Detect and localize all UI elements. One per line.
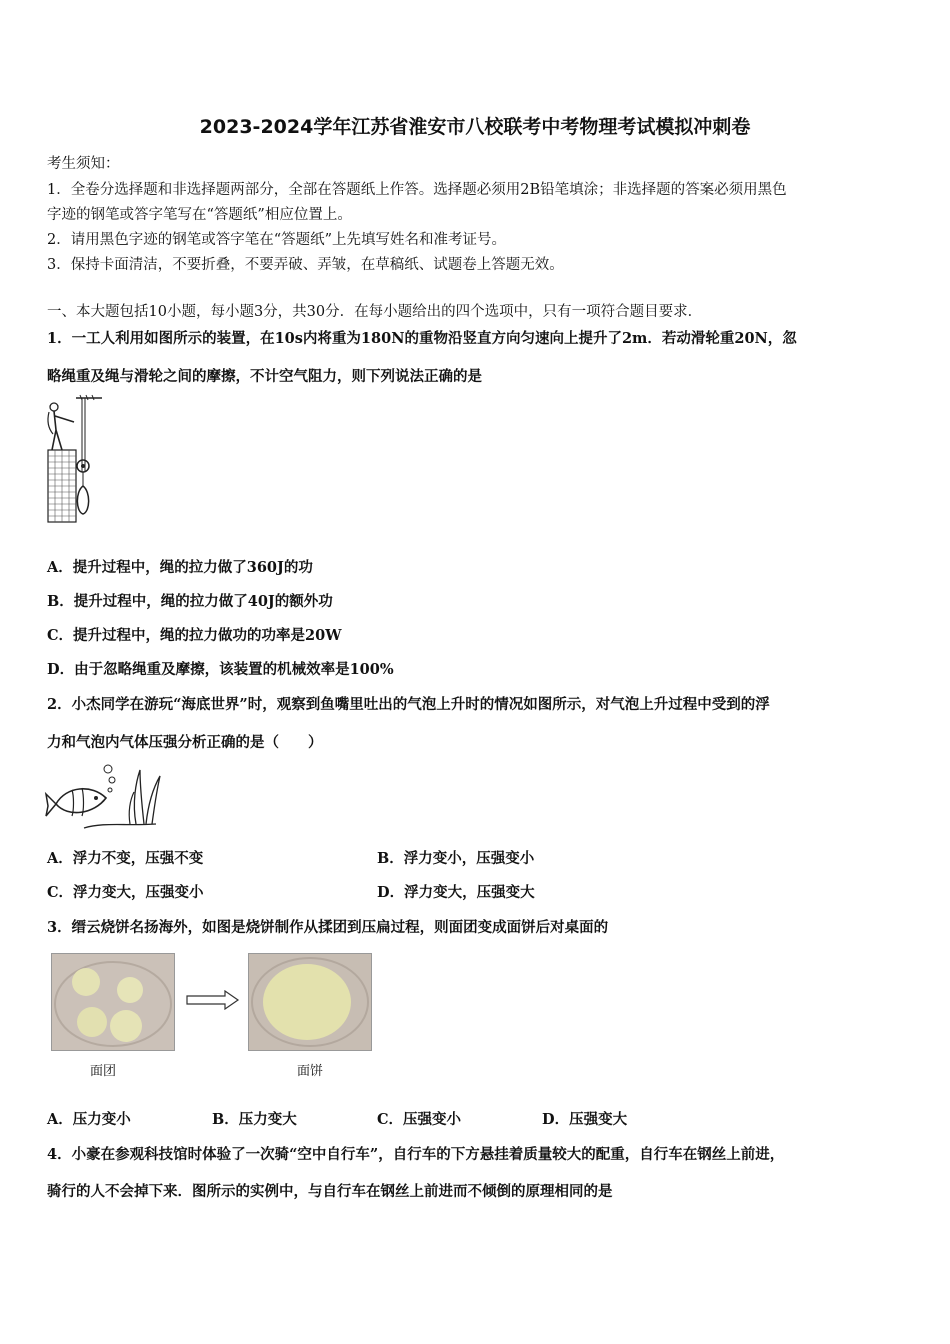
page-title: 2023-2024学年江苏省淮安市八校联考中考物理考试模拟冲刺卷: [199, 116, 751, 138]
caption-flatbread: 面饼: [297, 1064, 324, 1079]
notice-item: 2．请用黑色字迹的钢笔或答字笔在“答题纸”上先填写姓名和准考证号。: [47, 232, 507, 248]
notice-item: 1．全卷分选择题和非选择题两部分，全部在答题纸上作答。选择题必须用2B铅笔填涂；非选择题的答案必须用黑色: [47, 182, 787, 198]
q1-option-d[interactable]: D．由于忽略绳重及摩擦，该装置的机械效率是100%: [47, 661, 394, 678]
question-2-text: 2．小杰同学在游玩“海底世界”时，观察到鱼嘴里吐出的气泡上升时的情况如图所示，对气泡上升过程中受到的浮: [47, 696, 770, 713]
question-1-text: 1．一工人利用如图所示的装置，在10s内将重为180N的重物沿竖直方向匀速向上提升了2m．若动滑轮重20N，忽: [47, 330, 797, 347]
q2-option-b[interactable]: B．浮力变小，压强变小: [377, 850, 535, 867]
notice-item: 字迹的钢笔或答字笔写在“答题纸”相应位置上。: [47, 207, 352, 223]
section-heading: 一、本大题包括10小题，每小题3分，共30分．在每小题给出的四个选项中，只有一项符合题目要求．: [47, 304, 703, 320]
q2-option-c[interactable]: C．浮力变大，压强变小: [47, 884, 204, 901]
q3-option-c[interactable]: C．压强变小: [377, 1111, 462, 1128]
caption-dough: 面团: [90, 1064, 117, 1079]
arrow-icon: [185, 990, 240, 1010]
dough-balls-photo: [51, 953, 175, 1051]
question-1-text: 略绳重及绳与滑轮之间的摩擦，不计空气阻力，则下列说法正确的是: [47, 368, 482, 385]
q3-option-d[interactable]: D．压强变大: [542, 1111, 628, 1128]
question-2-text: 力和气泡内气体压强分析正确的是（ ）: [47, 734, 323, 751]
q3-option-b[interactable]: B．压力变大: [212, 1111, 297, 1128]
q3-option-a[interactable]: A．压力变小: [47, 1111, 131, 1128]
q1-option-c[interactable]: C．提升过程中，绳的拉力做功的功率是20W: [47, 627, 342, 644]
q2-option-d[interactable]: D．浮力变大，压强变大: [377, 884, 535, 901]
pulley-figure: [44, 394, 104, 524]
question-4-text: 4．小豪在参观科技馆时体验了一次骑“空中自行车”，自行车的下方悬挂着质量较大的配重，自行车在钢丝上前进，: [47, 1146, 785, 1163]
q2-option-a[interactable]: A．浮力不变，压强不变: [47, 850, 204, 867]
q1-option-a[interactable]: A．提升过程中，绳的拉力做了360J的功: [47, 559, 313, 576]
question-4-text: 骑行的人不会掉下来．图所示的实例中，与自行车在钢丝上前进而不倾倒的原理相同的是: [47, 1183, 613, 1200]
notice-heading: 考生须知：: [47, 156, 120, 172]
fish-bubbles-figure: [44, 762, 164, 832]
question-3-text: 3．缙云烧饼名扬海外，如图是烧饼制作从揉团到压扁过程，则面团变成面饼后对桌面的: [47, 919, 609, 936]
notice-item: 3．保持卡面清洁，不要折叠，不要弄破、弄皱，在草稿纸、试题卷上答题无效。: [47, 257, 564, 273]
q1-option-b[interactable]: B．提升过程中，绳的拉力做了40J的额外功: [47, 593, 333, 610]
flatbread-photo: [248, 953, 372, 1051]
